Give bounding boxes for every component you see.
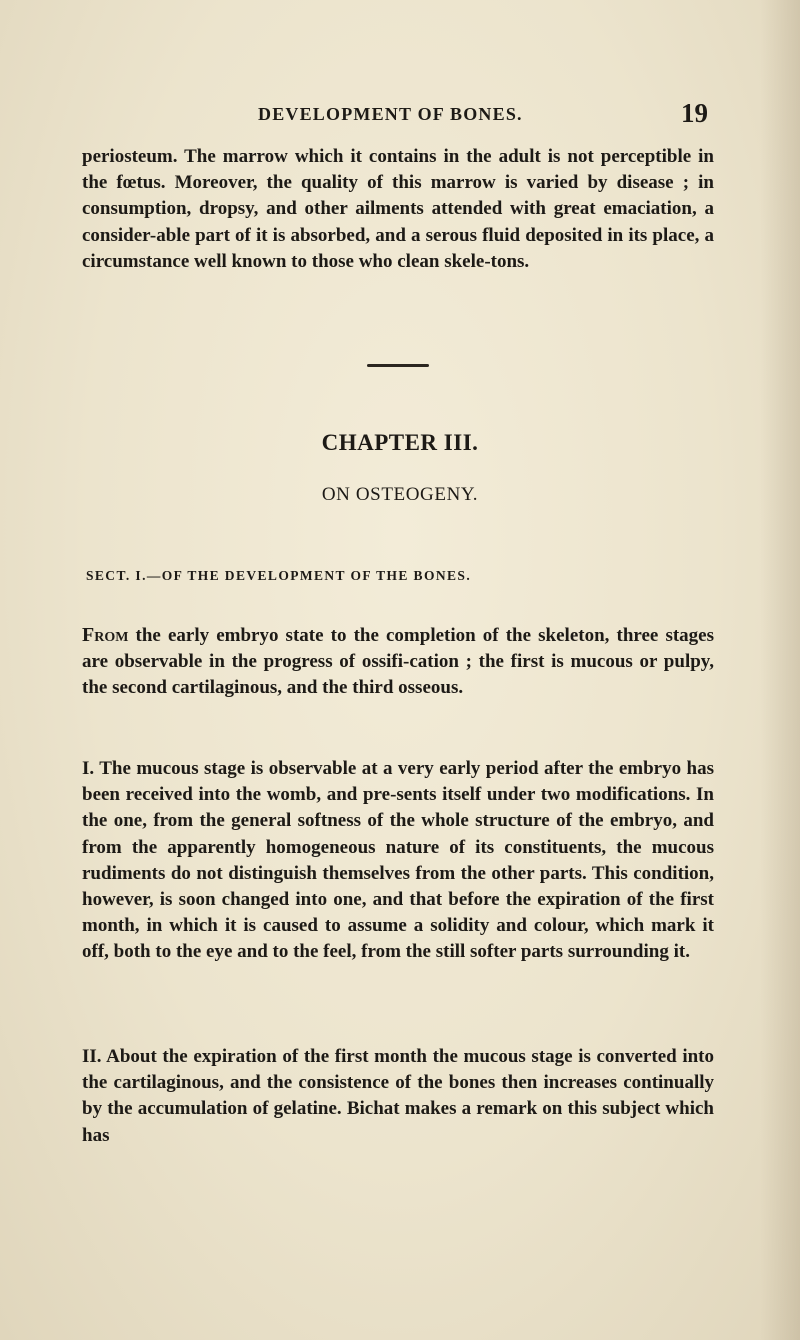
running-title: DEVELOPMENT OF BONES. — [258, 104, 523, 124]
from-paragraph — [82, 622, 714, 702]
intro-paragraph: periosteum. The marrow which it contains in the adult is not perceptible in the fœtus. Moreover, the quality of this marrow is varied by disease ; in consumption, dropsy, and other ailments attended with great emaciation, a consider-able part of it is absorbed, and a serous fluid deposited in its place, a circumstance well known to those who clean skele-tons. — [82, 146, 714, 272]
chapter-subtitle: ON OSTEOGENY. — [321, 484, 479, 505]
section-heading: SECT. I.—OF THE DEVELOPMENT OF THE BONES. — [86, 568, 472, 583]
from-paragraph-text: the early embryo state to the completion of the skeleton, three stages are observable in the progress of ossifi-cation ; the first is mucous or pulpy, the second cartilaginous, and the third osseous. — [82, 625, 714, 699]
page-number: 19 — [681, 98, 708, 128]
from-first-word: From — [82, 624, 129, 646]
from-paragraph-block — [82, 622, 714, 702]
ornamental-rule — [367, 364, 429, 367]
cartilage-paragraph-block — [82, 1044, 714, 1149]
mucous-paragraph-block — [82, 756, 714, 966]
page-edge-shadow — [760, 0, 800, 1340]
intro-paragraph-block — [82, 144, 714, 275]
running-header — [0, 98, 800, 138]
cartilage-paragraph: II. About the expiration of the first month the mucous stage is converted into the cartilaginous, and the consistence of the bones then increases continually by the accumulation of gelatine. Bichat makes a remark on this subject which has — [82, 1046, 714, 1146]
mucous-paragraph: I. The mucous stage is observable at a very early period after the embryo has been received into the womb, and pre-sents itself under two modifications. In the one, from the general softness of the whole structure of the embryo, and from the apparently homogeneous nature of its constituents, the mucous rudiments do not distinguish themselves from the other parts. This condition, however, is soon changed into one, and that before the expiration of the first month, in which it is caused to assume a solidity and colour, which mark it off, both to the eye and to the feel, from the still softer parts surrounding it. — [82, 758, 714, 963]
chapter-title: CHAPTER III. — [321, 430, 479, 455]
